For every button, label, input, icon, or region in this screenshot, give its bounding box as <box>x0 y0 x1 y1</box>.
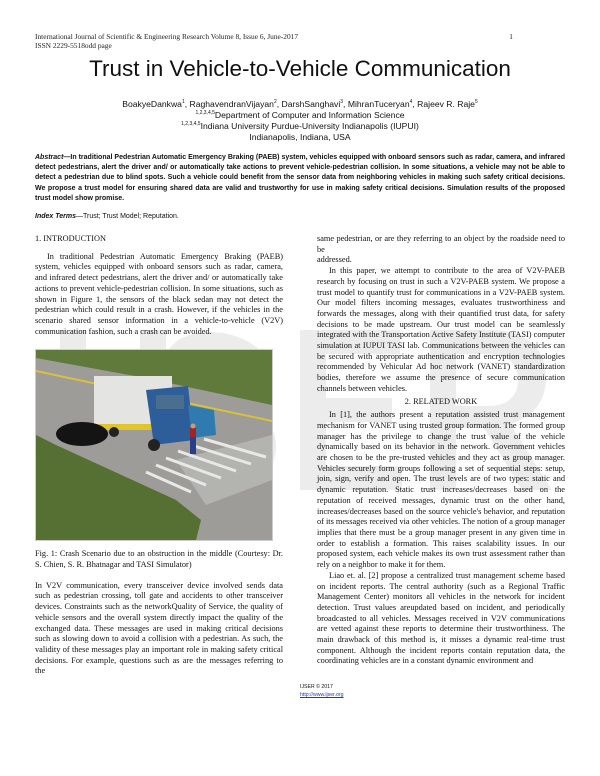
index-terms <box>35 212 565 222</box>
university <box>35 121 565 132</box>
paper-title: Trust in Vehicle-to-Vehicle Communication <box>89 56 511 81</box>
continued-text: same pedestrian, or are they referring to an object by the roadside need to be <box>317 234 565 254</box>
two-column-body <box>35 234 565 677</box>
section-heading-related-work: 2. RELATED WORK <box>404 396 478 406</box>
author: Rajeev R. Raje <box>417 99 475 109</box>
location: Indianapolis, Indiana, USA <box>249 132 351 142</box>
journal-info: International Journal of Scientific & Engineering Research Volume 8, Issue 6, June-2017 <box>35 32 299 41</box>
continued-text-end: addressed. <box>317 255 352 265</box>
index-terms-label: Index Terms <box>35 213 76 221</box>
author-block <box>35 99 565 143</box>
author: DarshSanghavi <box>281 99 341 109</box>
author: BoakyeDankwa <box>122 99 182 109</box>
figure-caption: Fig. 1: Crash Scenario due to an obstruction in the middle (Courtesy: Dr. S. Chien, S. R. Bhatnagar and TASI Simulator) <box>35 549 283 570</box>
department <box>35 110 565 121</box>
index-terms-text: —Trust; Trust Model; Reputation. <box>75 213 179 221</box>
author-sup: 4 <box>409 99 413 106</box>
author-sup: 2 <box>273 99 277 106</box>
author: MihranTuceryan <box>347 99 410 109</box>
page-number: 1 <box>509 32 513 41</box>
figure-crash-scenario <box>35 349 273 541</box>
author-sup: 1 <box>181 99 185 106</box>
abstract-text: —In traditional Pedestrian Automatic Emergency Braking (PAEB) system, vehicles equipped with onboard sensors such as radar, camera, and infrared detect pedestrians, alert the driver and/ or automatically take actions to prevent vehicle-pedestrian collision. In some situations, a vehicle may not be able to detect a pedestrian due to blind spots. Such a vehicle could benefit from the sensor data from neighboring vehicles in making such safety critical decisions. We propose a trust model for ensuring shared data are valid and trustworthy for use in making safety critical decisions. Simulation results of the proposed trust model show promise. <box>35 154 565 202</box>
footer-link[interactable]: http://www.ijser.org <box>300 692 344 699</box>
university-name: Indiana University Purdue-University Indianapolis (IUPUI) <box>200 121 419 131</box>
dept-sup: 1,2,3,4,5 <box>195 110 215 117</box>
right-column <box>317 234 565 667</box>
univ-sup: 1,2,3,4,5 <box>181 121 201 128</box>
section-heading-introduction: 1. INTRODUCTION <box>35 234 106 244</box>
v2v-paragraph: In V2V communication, every transceiver device involved sends data such as pedestrian crossing, toll gate and accidents to other transceiver devices. Constraints such as the networkQuality of Service, the quality of vehicle sensors and the overall system directly impact the quality of the exchanged data. These messages are used in making critical decisions such as slowing down to avoid a collision with a pedestrian. As such, the validity of these messages play an important role in making safety critical decisions. For example, questions such as are the messages referring to the <box>35 580 283 676</box>
page-footer <box>300 683 565 699</box>
contribution-paragraph: In this paper, we attempt to contribute to the area of V2V-PAEB research by focusing on trust in such a V2V-PAEB system. We propose a trust model to quantify trust for communications in a V2V-PAEB system. Our model filters incoming messages, evaluates trustworthiness and forwards the messages, along with their quantified trust data, for safety decisions to be made upstream. Our trust model can be seamlessly integrated with the Transportation Active Safety Institute (TASI) computer simulation at IUPUI TASI lab. Communications between the vehicles can be secured with appropriate authentication and encryption technologies recommended by Vehicular Ad hoc network (VANET) standardization bodies, therefore we assume the presence of secure communication channels between vehicles. <box>317 266 565 393</box>
department-name: Department of Computer and Information Science <box>214 110 405 120</box>
footer-copyright: IJSER © 2017 <box>300 684 333 691</box>
related-work-paragraph-2: Liao et. al. [2] propose a centralized trust management scheme based on incident reports. The central authority (such as a Regional Traffic Management Center) monitors all vehicles in the network for incident detection. Trust values areupdated based on incident, and periodically broadcasted to all vehicles. Messages received in V2V communications are vetted against these reports to determine their trustworthiness. The main drawback of this method is, it misses a dynamic real-time trust component. Although the incident reports contain reputation data, the coordinating vehicles are in a constant dynamic environment and <box>317 570 565 666</box>
related-work-paragraph-1: In [1], the authors present a reputation assisted trust management mechanism for VANET using trusted group formation. The formed group manager has the privilege to change the trust value of the vehicle dynamically based on its behavior in the network. Government vehicles are chosen to be the pre-trusted vehicles and they act as group manager. Vehicles securely form groups following a set of sequential steps: setup, join, sign, verify and open. The trust levels are of two types: static and dynamic reputation. Static trust increases/decreases based on the reputation of received messages, dynamic trust on the other hand, increases/decreases based on the source vehicle's behavior, and reputation of its messages received via other vehicles. The notion of a group manager implies that there must be a group manager present in any given time in order to establish a formation. This raises scalability issues. In our proposed system, each vehicle makes its own trust assessment rather than rely on a neighbor to make it for them. <box>317 410 565 570</box>
abstract-label: Abstract <box>35 154 64 161</box>
author-sup: 5 <box>474 99 478 106</box>
intro-paragraph: In traditional Pedestrian Automatic Emergency Braking (PAEB) system, vehicles equipped with onboard sensors such as radar, camera, and infrared detect pedestrians, alert the driver and/ or automatically take actions to prevent vehicle-pedestrian collision. In some situations, such as shown in Figure 1, the sensors of the black sedan may not detect the pedestrian which could result in a crash. However, if the vehicles in the scenario shared sensor information in a vehicle-to-vehicle (V2V) communication fashion, such a crash can be avoided. <box>35 251 283 336</box>
author: RaghavendranVijayan <box>189 99 274 109</box>
abstract <box>35 153 565 204</box>
issn: ISSN 2229-5518odd page <box>35 41 112 50</box>
crash-scenario-image <box>36 350 272 540</box>
left-column <box>35 234 283 677</box>
running-header <box>35 32 565 50</box>
author-sup: 3 <box>340 99 344 106</box>
author-names: BoakyeDankwa$^1$, RaghavendranVijayan$^2$, DarshSanghavi$^3$, MihranTuceryan$^4$, Rajeev R. Raje$^5$ <box>122 99 478 109</box>
